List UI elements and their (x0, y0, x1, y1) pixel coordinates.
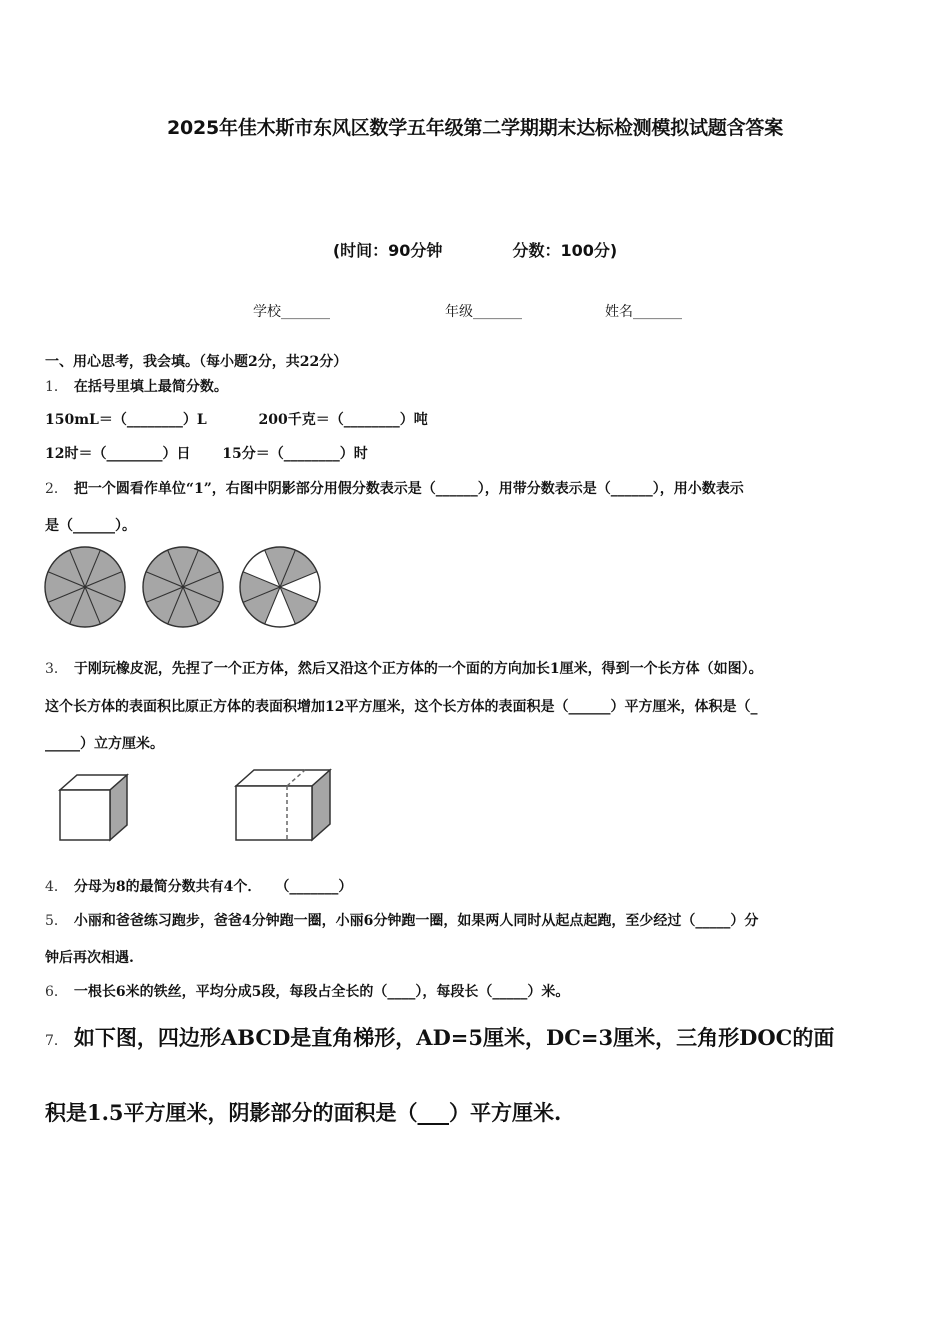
fraction-circle-3 (240, 547, 320, 627)
q4-text: 分母为8的最简分数共有4个． （_______） (73, 879, 353, 895)
q2-line-1: 把一个圆看作单位“1”，右图中阴影部分用假分数表示是（______），用带分数表示是（______），用小数表示 (73, 481, 744, 497)
name-field[interactable]: 姓名_______ (605, 304, 682, 320)
q2-line-2: 是（______）。 (45, 518, 136, 534)
q7-line-2: 积是1.5平方厘米，阴影部分的面积是（___）平方厘米. (45, 1100, 562, 1125)
fraction-circles-figure (44, 545, 324, 629)
exam-subtitle (0, 238, 950, 261)
grade-field[interactable]: 年级_______ (445, 304, 522, 320)
q7-line-1: 如下图，四边形ABCD是直角梯形，AD=5厘米，DC=3厘米，三角形DOC的面 (73, 1025, 835, 1050)
q6-number: 6． (45, 984, 68, 1000)
q1-blank-day: 12时＝（________）日 (45, 446, 191, 462)
question-2 (45, 478, 744, 498)
q7-number: 7． (45, 1033, 68, 1049)
q1-number: 1． (45, 379, 68, 395)
time-limit: (时间：90分钟 (332, 241, 443, 260)
q3-line-3: _____）立方厘米。 (45, 736, 164, 752)
q1-text: 在括号里填上最简分数。 (73, 379, 228, 395)
fraction-circle-2 (143, 547, 223, 627)
q6-text: 一根长6米的铁丝，平均分成5段，每段占全长的（____），每段长（_____）米。 (73, 984, 570, 1000)
q1-blank-hour: 15分＝（________）时 (222, 446, 368, 462)
school-field[interactable]: 学校_______ (253, 304, 330, 320)
q1-blank-ton: 200千克＝（________）吨 (258, 412, 428, 428)
section1-header: 一、用心思考，我会填。（每小题2分，共22分） (45, 354, 348, 370)
cuboid-figure (232, 766, 336, 846)
q3-line-2: 这个长方体的表面积比原正方体的表面积增加12平方厘米，这个长方体的表面积是（______）平方厘米，体积是（_ (45, 699, 758, 715)
q1-row-1 (45, 409, 428, 429)
q1-blank-ml: 150mL＝（________）L (45, 412, 207, 428)
exam-title: 2025年佳木斯市东风区数学五年级第二学期期末达标检测模拟试题含答案 (166, 117, 784, 139)
question-6 (45, 981, 569, 1001)
question-7 (45, 1022, 834, 1052)
total-score: 分数：100分) (512, 241, 618, 260)
q5-line-2: 钟后再次相遇. (45, 950, 134, 966)
q5-line-1: 小丽和爸爸练习跑步，爸爸4分钟跑一圈，小丽6分钟跑一圈，如果两人同时从起点起跑，至少经过（_____）分 (73, 913, 759, 929)
q2-number: 2． (45, 481, 68, 497)
question-5 (45, 910, 758, 930)
q1-row-2 (45, 443, 368, 463)
q3-number: 3． (45, 661, 68, 677)
q5-number: 5． (45, 913, 68, 929)
fraction-circle-1 (45, 547, 125, 627)
question-1 (45, 376, 228, 396)
question-3 (45, 658, 763, 678)
q4-number: 4． (45, 879, 68, 895)
question-4 (45, 876, 352, 896)
cube-figure (55, 770, 135, 846)
q3-line-1: 于刚玩橡皮泥，先捏了一个正方体，然后又沿这个正方体的一个面的方向加长1厘米，得到一个长方体（如图）。 (73, 661, 763, 677)
